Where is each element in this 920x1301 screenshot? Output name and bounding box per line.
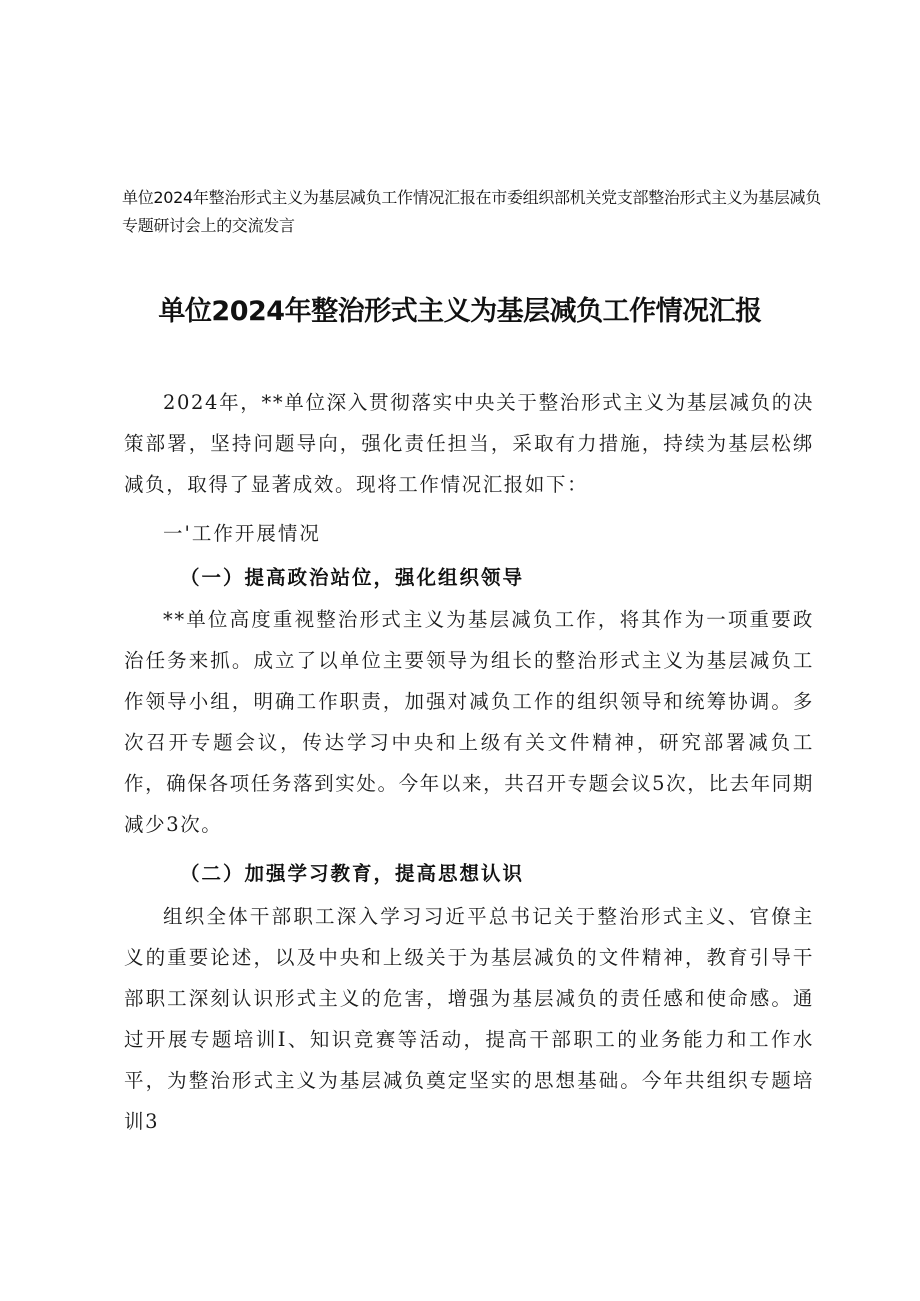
subsection-paragraph-study: 组织全体干部职工深入学习习近平总书记关于整治形式主义、官僚主义的重要论述，以及中央和上级关于为基层减负的文件精神，教育引导干部职工深刻认识形式主义的危害，增强为基层减负的责任感和使命感。通过开展专题培训I、知识竞赛等活动，提高干部职工的业务能力和工作水平，为整治形式主义为基层减负奠定坚实的思想基础。今年共组织专题培训3 — [124, 905, 814, 1133]
section-heading-work-progress: 一'工作开展情况 — [163, 522, 321, 545]
intro-paragraph: 2024年，**单位深入贯彻落实中央关于整治形式主义为基层减负的决策部署，坚持问题导向，强化责任担当，采取有力措施，持续为基层松绑减负，取得了显著成效。现将工作情况汇报如下： — [124, 391, 814, 496]
subsection-paragraph-leadership: **单位高度重视整治形式主义为基层减负工作，将其作为一项重要政治任务来抓。成立了以单位主要领导为组长的整治形式主义为基层减负工作领导小组，明确工作职责，加强对减负工作的组织领导和统筹协调。多次召开专题会议，传达学习中央和上级有关文件精神，研究部署减负工作，确保各项任务落到实处。今年以来，共召开专题会议5次，比去年同期减少3次。 — [124, 608, 814, 836]
subsection-heading-political-stance: （一）提高政治站位，强化组织领导 — [180, 566, 525, 589]
document-title: 单位2024年整治形式主义为基层减负工作情况汇报 — [158, 296, 762, 327]
subsection-heading-study-education: （二）加强学习教育，提高思想认识 — [180, 862, 525, 885]
document-header: 单位2024年整治形式主义为基层减负工作情况汇报在市委组织部机关党支部整治形式主义为基层减负专题研讨会上的交流发言 — [122, 188, 821, 235]
